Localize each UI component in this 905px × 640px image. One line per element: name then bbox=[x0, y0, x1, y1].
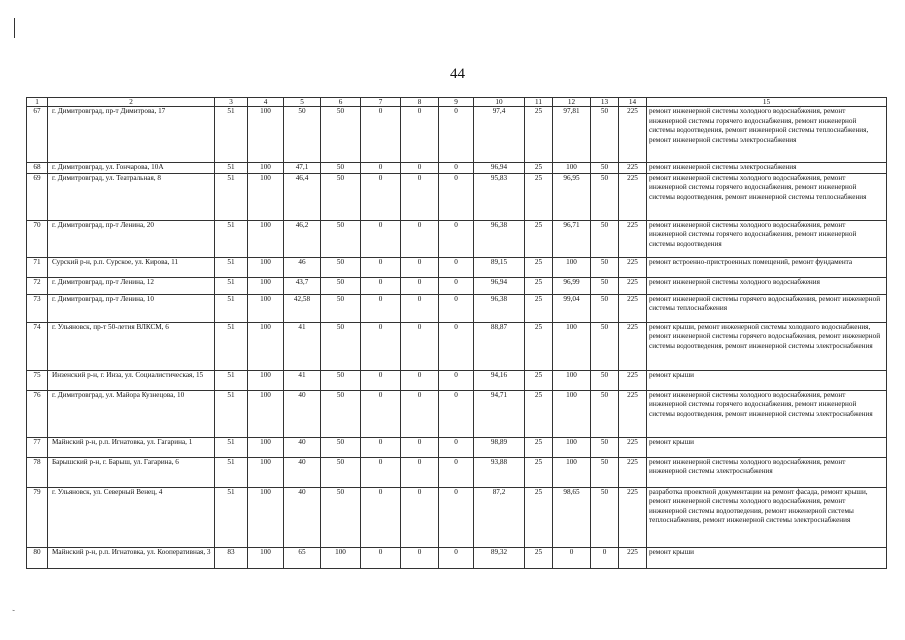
value-cell-c8: 0 bbox=[401, 257, 439, 277]
row-number: 80 bbox=[27, 547, 48, 568]
value-cell-c10: 97,4 bbox=[474, 107, 525, 163]
value-cell-c8: 0 bbox=[401, 547, 439, 568]
value-cell-c5: 40 bbox=[284, 457, 321, 487]
row-number: 69 bbox=[27, 173, 48, 220]
value-cell-c7: 0 bbox=[361, 390, 401, 437]
value-cell-c4: 100 bbox=[248, 370, 284, 390]
value-cell-c10: 93,88 bbox=[474, 457, 525, 487]
works-cell: ремонт инженерной системы холодного водоснабжения bbox=[647, 277, 887, 294]
value-cell-c8: 0 bbox=[401, 487, 439, 547]
address-cell: г. Димитровград, пр-т Ленина, 10 bbox=[48, 294, 215, 322]
value-cell-c3: 51 bbox=[215, 322, 248, 370]
works-cell: ремонт инженерной системы холодного водоснабжения, ремонт инженерной системы горячего водоснабжения, ремонт инженерной системы водоотведения, ремонт инженерной системы теплоснабжения, ремонт инженерной системы электроснабжения bbox=[647, 107, 887, 163]
address-cell: г. Ульяновск, ул. Северный Венец, 4 bbox=[48, 487, 215, 547]
value-cell-c13: 50 bbox=[591, 437, 619, 457]
value-cell-c7: 0 bbox=[361, 487, 401, 547]
value-cell-c4: 100 bbox=[248, 437, 284, 457]
column-header: 9 bbox=[439, 98, 474, 107]
value-cell-c7: 0 bbox=[361, 173, 401, 220]
value-cell-c14: 225 bbox=[619, 390, 647, 437]
value-cell-c14: 225 bbox=[619, 107, 647, 163]
value-cell-c7: 0 bbox=[361, 107, 401, 163]
value-cell-c9: 0 bbox=[439, 370, 474, 390]
table-row bbox=[27, 220, 887, 257]
value-cell-c6: 50 bbox=[321, 457, 361, 487]
value-cell-c14: 225 bbox=[619, 322, 647, 370]
value-cell-c10: 87,2 bbox=[474, 487, 525, 547]
value-cell-c10: 98,89 bbox=[474, 437, 525, 457]
column-header: 4 bbox=[248, 98, 284, 107]
value-cell-c8: 0 bbox=[401, 107, 439, 163]
value-cell-c12: 98,65 bbox=[553, 487, 591, 547]
address-cell: г. Димитровград, пр-т Ленина, 20 bbox=[48, 220, 215, 257]
value-cell-c6: 50 bbox=[321, 390, 361, 437]
table-row bbox=[27, 322, 887, 370]
value-cell-c5: 40 bbox=[284, 437, 321, 457]
value-cell-c5: 40 bbox=[284, 487, 321, 547]
value-cell-c14: 225 bbox=[619, 457, 647, 487]
row-number: 67 bbox=[27, 107, 48, 163]
value-cell-c4: 100 bbox=[248, 163, 284, 174]
value-cell-c11: 25 bbox=[525, 437, 553, 457]
value-cell-c13: 50 bbox=[591, 370, 619, 390]
value-cell-c6: 50 bbox=[321, 437, 361, 457]
address-cell: Барышский р-н, г. Барыш, ул. Гагарина, 6 bbox=[48, 457, 215, 487]
address-cell: Майнский р-н, р.п. Игнатовка, ул. Гагарина, 1 bbox=[48, 437, 215, 457]
value-cell-c3: 51 bbox=[215, 173, 248, 220]
address-cell: г. Димитровград, пр-т Ленина, 12 bbox=[48, 277, 215, 294]
value-cell-c11: 25 bbox=[525, 294, 553, 322]
value-cell-c3: 51 bbox=[215, 437, 248, 457]
page-number: 44 bbox=[450, 66, 465, 82]
works-cell: ремонт крыши bbox=[647, 547, 887, 568]
value-cell-c5: 46,4 bbox=[284, 173, 321, 220]
value-cell-c12: 100 bbox=[553, 370, 591, 390]
works-cell: ремонт крыши bbox=[647, 370, 887, 390]
value-cell-c9: 0 bbox=[439, 322, 474, 370]
header-row bbox=[27, 98, 887, 107]
row-number: 78 bbox=[27, 457, 48, 487]
value-cell-c12: 100 bbox=[553, 457, 591, 487]
value-cell-c8: 0 bbox=[401, 322, 439, 370]
value-cell-c12: 97,81 bbox=[553, 107, 591, 163]
value-cell-c14: 225 bbox=[619, 163, 647, 174]
value-cell-c4: 100 bbox=[248, 322, 284, 370]
value-cell-c3: 51 bbox=[215, 220, 248, 257]
value-cell-c14: 225 bbox=[619, 220, 647, 257]
value-cell-c14: 225 bbox=[619, 294, 647, 322]
table-row bbox=[27, 107, 887, 163]
column-header: 3 bbox=[215, 98, 248, 107]
column-header: 10 bbox=[474, 98, 525, 107]
row-number: 74 bbox=[27, 322, 48, 370]
value-cell-c8: 0 bbox=[401, 437, 439, 457]
value-cell-c9: 0 bbox=[439, 257, 474, 277]
value-cell-c5: 41 bbox=[284, 370, 321, 390]
value-cell-c3: 51 bbox=[215, 277, 248, 294]
address-cell: Майнский р-н, р.п. Игнатовка, ул. Кооперативная, 3 bbox=[48, 547, 215, 568]
value-cell-c10: 89,15 bbox=[474, 257, 525, 277]
value-cell-c7: 0 bbox=[361, 257, 401, 277]
value-cell-c8: 0 bbox=[401, 390, 439, 437]
value-cell-c9: 0 bbox=[439, 390, 474, 437]
value-cell-c10: 94,16 bbox=[474, 370, 525, 390]
value-cell-c5: 65 bbox=[284, 547, 321, 568]
value-cell-c6: 50 bbox=[321, 322, 361, 370]
value-cell-c5: 47,1 bbox=[284, 163, 321, 174]
value-cell-c6: 50 bbox=[321, 163, 361, 174]
column-header: 1 bbox=[27, 98, 48, 107]
value-cell-c6: 50 bbox=[321, 277, 361, 294]
value-cell-c5: 46 bbox=[284, 257, 321, 277]
value-cell-c11: 25 bbox=[525, 220, 553, 257]
value-cell-c7: 0 bbox=[361, 294, 401, 322]
works-cell: ремонт инженерной системы холодного водоснабжения, ремонт инженерной системы электроснабжения bbox=[647, 457, 887, 487]
value-cell-c11: 25 bbox=[525, 390, 553, 437]
value-cell-c14: 225 bbox=[619, 173, 647, 220]
value-cell-c13: 0 bbox=[591, 547, 619, 568]
value-cell-c6: 50 bbox=[321, 107, 361, 163]
value-cell-c9: 0 bbox=[439, 277, 474, 294]
value-cell-c8: 0 bbox=[401, 220, 439, 257]
value-cell-c10: 96,38 bbox=[474, 220, 525, 257]
value-cell-c13: 50 bbox=[591, 390, 619, 437]
column-header: 14 bbox=[619, 98, 647, 107]
address-cell: г. Ульяновск, пр-т 50-летия ВЛКСМ, 6 bbox=[48, 322, 215, 370]
value-cell-c11: 25 bbox=[525, 487, 553, 547]
value-cell-c11: 25 bbox=[525, 257, 553, 277]
value-cell-c3: 83 bbox=[215, 547, 248, 568]
value-cell-c11: 25 bbox=[525, 547, 553, 568]
works-cell: ремонт инженерной системы электроснабжения bbox=[647, 163, 887, 174]
row-number: 68 bbox=[27, 163, 48, 174]
table-row bbox=[27, 163, 887, 174]
value-cell-c14: 225 bbox=[619, 257, 647, 277]
value-cell-c3: 51 bbox=[215, 390, 248, 437]
value-cell-c14: 225 bbox=[619, 370, 647, 390]
value-cell-c11: 25 bbox=[525, 457, 553, 487]
value-cell-c13: 50 bbox=[591, 163, 619, 174]
row-number: 70 bbox=[27, 220, 48, 257]
value-cell-c5: 46,2 bbox=[284, 220, 321, 257]
works-cell: ремонт инженерной системы горячего водоснабжения, ремонт инженерной системы теплоснабжения bbox=[647, 294, 887, 322]
table-row bbox=[27, 437, 887, 457]
value-cell-c4: 100 bbox=[248, 220, 284, 257]
value-cell-c7: 0 bbox=[361, 322, 401, 370]
value-cell-c4: 100 bbox=[248, 547, 284, 568]
value-cell-c9: 0 bbox=[439, 163, 474, 174]
table-row bbox=[27, 173, 887, 220]
value-cell-c6: 50 bbox=[321, 487, 361, 547]
value-cell-c9: 0 bbox=[439, 437, 474, 457]
address-cell: г. Димитровград, пр-т Димитрова, 17 bbox=[48, 107, 215, 163]
value-cell-c13: 50 bbox=[591, 173, 619, 220]
value-cell-c13: 50 bbox=[591, 294, 619, 322]
value-cell-c5: 50 bbox=[284, 107, 321, 163]
value-cell-c14: 225 bbox=[619, 437, 647, 457]
value-cell-c12: 0 bbox=[553, 547, 591, 568]
value-cell-c7: 0 bbox=[361, 277, 401, 294]
value-cell-c10: 95,83 bbox=[474, 173, 525, 220]
value-cell-c9: 0 bbox=[439, 107, 474, 163]
value-cell-c4: 100 bbox=[248, 107, 284, 163]
value-cell-c8: 0 bbox=[401, 370, 439, 390]
scan-mark: ʼ bbox=[6, 609, 16, 612]
table-row bbox=[27, 487, 887, 547]
table-row bbox=[27, 370, 887, 390]
value-cell-c8: 0 bbox=[401, 163, 439, 174]
value-cell-c5: 42,58 bbox=[284, 294, 321, 322]
value-cell-c11: 25 bbox=[525, 163, 553, 174]
value-cell-c12: 100 bbox=[553, 437, 591, 457]
value-cell-c12: 96,71 bbox=[553, 220, 591, 257]
value-cell-c5: 40 bbox=[284, 390, 321, 437]
value-cell-c8: 0 bbox=[401, 277, 439, 294]
value-cell-c4: 100 bbox=[248, 173, 284, 220]
value-cell-c8: 0 bbox=[401, 173, 439, 220]
value-cell-c13: 50 bbox=[591, 277, 619, 294]
data-table bbox=[26, 97, 887, 569]
table-row bbox=[27, 277, 887, 294]
value-cell-c4: 100 bbox=[248, 390, 284, 437]
column-header: 11 bbox=[525, 98, 553, 107]
value-cell-c8: 0 bbox=[401, 294, 439, 322]
value-cell-c4: 100 bbox=[248, 257, 284, 277]
value-cell-c3: 51 bbox=[215, 294, 248, 322]
value-cell-c11: 25 bbox=[525, 107, 553, 163]
value-cell-c11: 25 bbox=[525, 322, 553, 370]
value-cell-c6: 50 bbox=[321, 173, 361, 220]
value-cell-c13: 50 bbox=[591, 220, 619, 257]
value-cell-c6: 50 bbox=[321, 370, 361, 390]
value-cell-c12: 100 bbox=[553, 163, 591, 174]
row-number: 71 bbox=[27, 257, 48, 277]
works-cell: разработка проектной документации на ремонт фасада, ремонт крыши, ремонт инженерной системы холодного водоснабжения, ремонт инженерной системы водоотведения, ремонт инженерной системы теплоснабжения, ремонт инженерной системы электроснабжения bbox=[647, 487, 887, 547]
value-cell-c14: 225 bbox=[619, 487, 647, 547]
works-cell: ремонт инженерной системы холодного водоснабжения, ремонт инженерной системы горячего водоснабжения, ремонт инженерной системы водоотведения, ремонт инженерной системы теплоснабжения bbox=[647, 173, 887, 220]
value-cell-c3: 51 bbox=[215, 457, 248, 487]
value-cell-c10: 94,71 bbox=[474, 390, 525, 437]
value-cell-c9: 0 bbox=[439, 457, 474, 487]
value-cell-c9: 0 bbox=[439, 173, 474, 220]
value-cell-c12: 96,95 bbox=[553, 173, 591, 220]
address-cell: г. Димитровград, ул. Майора Кузнецова, 10 bbox=[48, 390, 215, 437]
value-cell-c9: 0 bbox=[439, 487, 474, 547]
value-cell-c6: 50 bbox=[321, 294, 361, 322]
column-header: 2 bbox=[48, 98, 215, 107]
column-header: 7 bbox=[361, 98, 401, 107]
column-header: 5 bbox=[284, 98, 321, 107]
value-cell-c10: 96,94 bbox=[474, 163, 525, 174]
value-cell-c10: 96,38 bbox=[474, 294, 525, 322]
value-cell-c11: 25 bbox=[525, 370, 553, 390]
address-cell: Инзенский р-н, г. Инза, ул. Социалистическая, 15 bbox=[48, 370, 215, 390]
address-cell: г. Димитровград, ул. Театральная, 8 bbox=[48, 173, 215, 220]
value-cell-c5: 41 bbox=[284, 322, 321, 370]
table-row bbox=[27, 457, 887, 487]
value-cell-c5: 43,7 bbox=[284, 277, 321, 294]
value-cell-c10: 96,94 bbox=[474, 277, 525, 294]
column-header: 13 bbox=[591, 98, 619, 107]
works-cell: ремонт крыши bbox=[647, 437, 887, 457]
value-cell-c10: 89,32 bbox=[474, 547, 525, 568]
value-cell-c4: 100 bbox=[248, 277, 284, 294]
row-number: 77 bbox=[27, 437, 48, 457]
value-cell-c13: 50 bbox=[591, 322, 619, 370]
value-cell-c13: 50 bbox=[591, 107, 619, 163]
value-cell-c7: 0 bbox=[361, 547, 401, 568]
value-cell-c9: 0 bbox=[439, 294, 474, 322]
value-cell-c9: 0 bbox=[439, 547, 474, 568]
value-cell-c12: 99,04 bbox=[553, 294, 591, 322]
works-cell: ремонт инженерной системы холодного водоснабжения, ремонт инженерной системы горячего водоснабжения, ремонт инженерной системы водоотведения bbox=[647, 220, 887, 257]
value-cell-c4: 100 bbox=[248, 294, 284, 322]
value-cell-c3: 51 bbox=[215, 163, 248, 174]
value-cell-c3: 51 bbox=[215, 107, 248, 163]
table-row bbox=[27, 390, 887, 437]
works-cell: ремонт встроенно-пристроенных помещений, ремонт фундамента bbox=[647, 257, 887, 277]
value-cell-c4: 100 bbox=[248, 457, 284, 487]
value-cell-c12: 96,99 bbox=[553, 277, 591, 294]
row-number: 75 bbox=[27, 370, 48, 390]
value-cell-c7: 0 bbox=[361, 457, 401, 487]
value-cell-c13: 50 bbox=[591, 257, 619, 277]
value-cell-c12: 100 bbox=[553, 322, 591, 370]
value-cell-c13: 50 bbox=[591, 487, 619, 547]
value-cell-c8: 0 bbox=[401, 457, 439, 487]
value-cell-c4: 100 bbox=[248, 487, 284, 547]
address-cell: г. Димитровград, ул. Гончарова, 10А bbox=[48, 163, 215, 174]
row-number: 72 bbox=[27, 277, 48, 294]
table-row bbox=[27, 294, 887, 322]
works-cell: ремонт инженерной системы холодного водоснабжения, ремонт инженерной системы горячего водоснабжения, ремонт инженерной системы водоотведения, ремонт инженерной системы электроснабжения bbox=[647, 390, 887, 437]
value-cell-c3: 51 bbox=[215, 370, 248, 390]
row-number: 76 bbox=[27, 390, 48, 437]
column-header: 8 bbox=[401, 98, 439, 107]
value-cell-c13: 50 bbox=[591, 457, 619, 487]
value-cell-c12: 100 bbox=[553, 390, 591, 437]
value-cell-c10: 88,87 bbox=[474, 322, 525, 370]
value-cell-c12: 100 bbox=[553, 257, 591, 277]
value-cell-c14: 225 bbox=[619, 547, 647, 568]
value-cell-c9: 0 bbox=[439, 220, 474, 257]
column-header: 12 bbox=[553, 98, 591, 107]
value-cell-c3: 51 bbox=[215, 257, 248, 277]
value-cell-c7: 0 bbox=[361, 163, 401, 174]
value-cell-c6: 100 bbox=[321, 547, 361, 568]
value-cell-c6: 50 bbox=[321, 257, 361, 277]
address-cell: Сурский р-н, р.п. Сурское, ул. Кирова, 11 bbox=[48, 257, 215, 277]
works-cell: ремонт крыши, ремонт инженерной системы холодного водоснабжения, ремонт инженерной системы горячего водоснабжения, ремонт инженерной системы водоотведения, ремонт инженерной системы электроснабжения bbox=[647, 322, 887, 370]
column-header: 6 bbox=[321, 98, 361, 107]
column-header: 15 bbox=[647, 98, 887, 107]
value-cell-c11: 25 bbox=[525, 173, 553, 220]
value-cell-c11: 25 bbox=[525, 277, 553, 294]
margin-mark bbox=[14, 18, 15, 38]
value-cell-c3: 51 bbox=[215, 487, 248, 547]
value-cell-c14: 225 bbox=[619, 277, 647, 294]
row-number: 73 bbox=[27, 294, 48, 322]
table-row bbox=[27, 257, 887, 277]
value-cell-c7: 0 bbox=[361, 437, 401, 457]
row-number: 79 bbox=[27, 487, 48, 547]
value-cell-c7: 0 bbox=[361, 220, 401, 257]
value-cell-c7: 0 bbox=[361, 370, 401, 390]
table-row bbox=[27, 547, 887, 568]
value-cell-c6: 50 bbox=[321, 220, 361, 257]
